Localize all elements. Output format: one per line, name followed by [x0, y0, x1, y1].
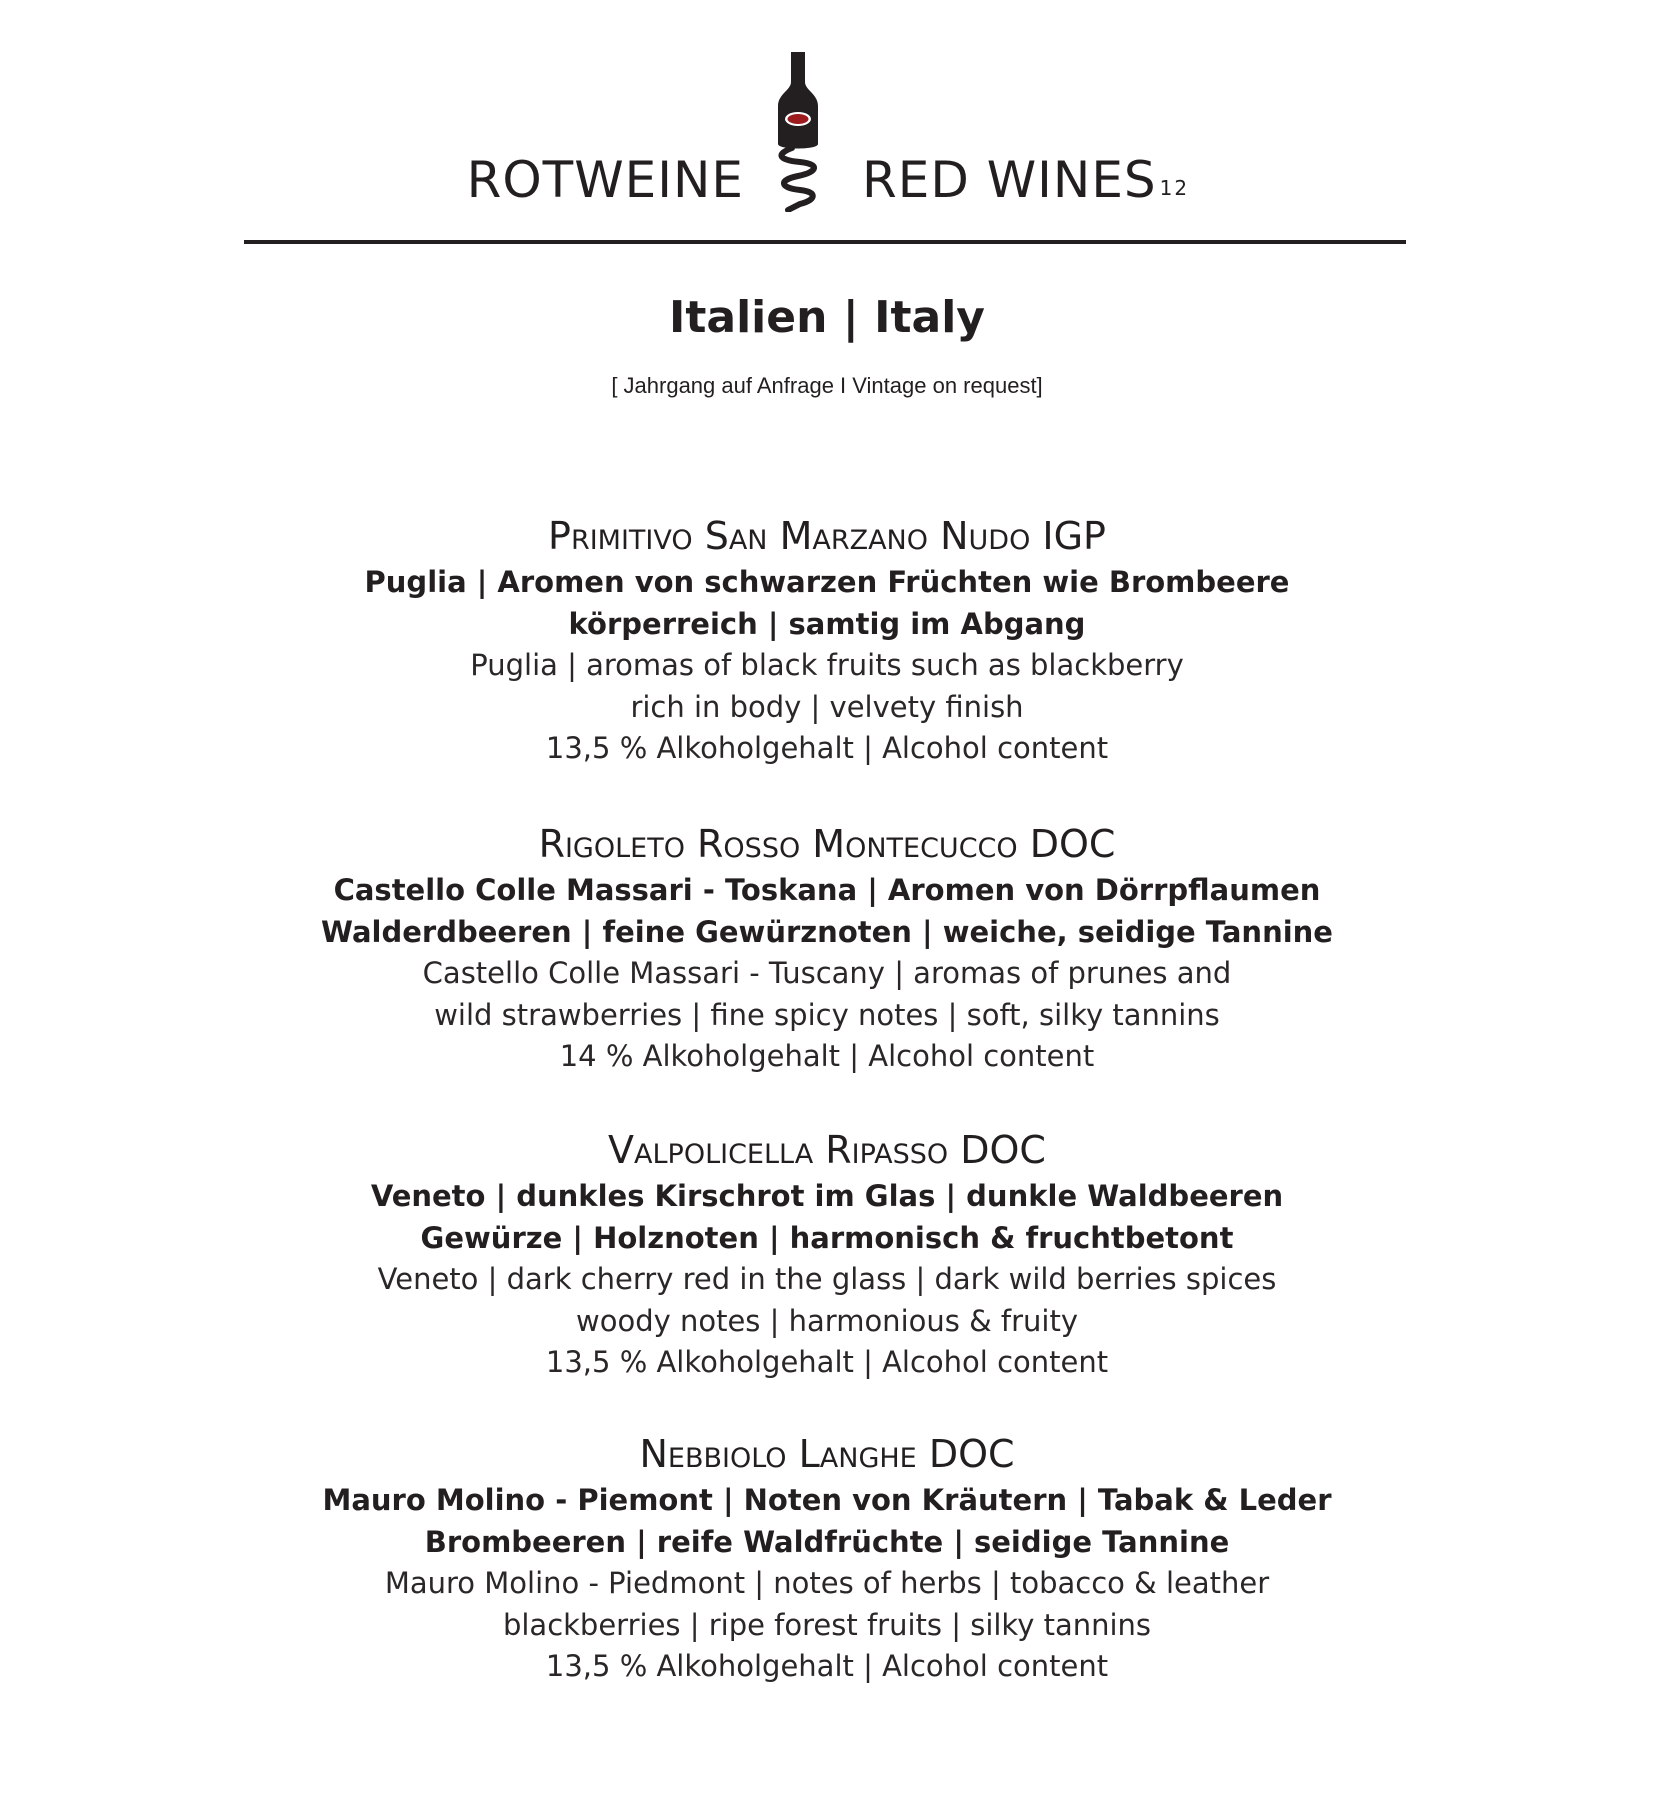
description-english: Veneto | dark cherry red in the glass | dark wild berries spices — [377, 1262, 1277, 1296]
description-german: Walderdbeeren | feine Gewürznoten | weiche, seidige Tannine — [321, 914, 1333, 949]
description-english: wild strawberries | fine spicy notes | soft, silky tannins — [434, 997, 1220, 1032]
description-english: blackberries | ripe forest fruits | silky tannins — [502, 1607, 1152, 1642]
description-english: Puglia | aromas of black fruits such as blackberry — [470, 648, 1184, 682]
wine-entry — [0, 1124, 1654, 1384]
header-divider — [244, 240, 1406, 244]
description-english: Mauro Molino - Piedmont | notes of herbs | tobacco & leather — [384, 1566, 1270, 1600]
title-english — [862, 150, 1189, 210]
alcohol-content: 13,5 % Alkoholgehalt | Alcohol content — [545, 731, 1109, 765]
vintage-note: [ Jahrgang auf Anfrage I Vintage on request] — [611, 373, 1043, 398]
alcohol-content: 13,5 % Alkoholgehalt | Alcohol content — [545, 1345, 1109, 1379]
wine-name: Primitivo San Marzano Nudo IGP — [548, 514, 1106, 558]
region-title: Italien | Italy — [669, 292, 985, 343]
description-english: rich in body | velvety finish — [630, 689, 1024, 724]
description-german: körperreich | samtig im Abgang — [568, 606, 1086, 641]
page-number: 12 — [1159, 176, 1190, 200]
wine-entry — [0, 510, 1654, 770]
alcohol-content: 14 % Alkoholgehalt | Alcohol content — [559, 1039, 1095, 1073]
wine-entry — [0, 1428, 1654, 1688]
page-header — [0, 0, 1654, 250]
description-german: Puglia | Aromen von schwarzen Früchten wie Brombeere — [364, 565, 1290, 599]
description-german: Mauro Molino - Piemont | Noten von Kräutern | Tabak & Leder — [322, 1483, 1332, 1517]
description-german: Brombeeren | reife Waldfrüchte | seidige Tannine — [424, 1524, 1230, 1559]
wine-name: Nebbiolo Langhe DOC — [639, 1432, 1015, 1476]
title-english-text: RED WINES — [862, 151, 1157, 209]
wine-entry — [0, 818, 1654, 1078]
description-german: Castello Colle Massari - Toskana | Aromen von Dörrpflaumen — [333, 873, 1321, 907]
alcohol-content: 13,5 % Alkoholgehalt | Alcohol content — [545, 1649, 1109, 1683]
title-german: ROTWEINE — [466, 151, 744, 209]
wine-name: Rigoleto Rosso Montecucco DOC — [538, 822, 1116, 866]
description-english: woody notes | harmonious & fruity — [575, 1303, 1079, 1338]
description-german: Veneto | dunkles Kirschrot im Glas | dunkle Waldbeeren — [370, 1179, 1284, 1213]
wine-bottle-corkscrew-icon — [770, 52, 826, 212]
description-german: Gewürze | Holznoten | harmonisch & fruchtbetont — [420, 1220, 1234, 1255]
wine-name: Valpolicella Ripasso DOC — [608, 1128, 1046, 1172]
description-english: Castello Colle Massari - Tuscany | aromas of prunes and — [422, 956, 1232, 990]
